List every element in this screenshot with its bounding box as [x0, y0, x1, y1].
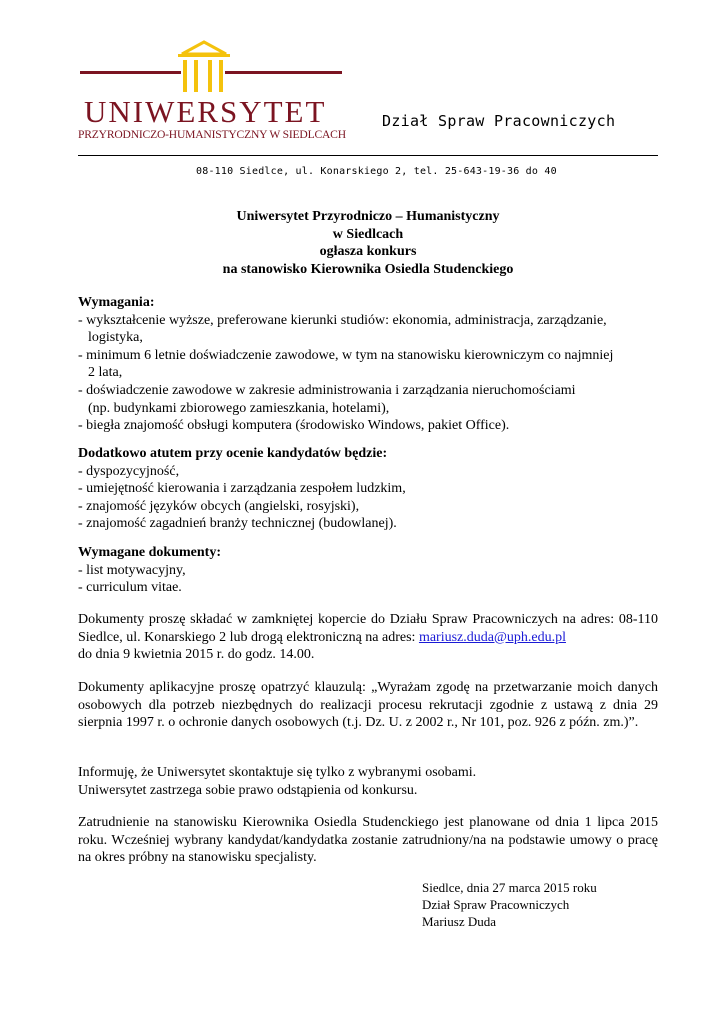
info-line: Informuję, że Uniwersytet skontaktuje się tylko z wybranymi osobami. — [78, 765, 477, 780]
title-line: Uniwersytet Przyrodniczo – Humanistyczny — [236, 209, 500, 224]
signature-block — [422, 879, 597, 931]
department-name: Dział Spraw Pracowniczych — [382, 112, 616, 130]
signature-name: Mariusz Duda — [422, 914, 497, 930]
advantages-heading: Dodatkowo atutem przy ocenie kandydatów będzie: — [78, 446, 388, 461]
list-item: - znajomość zagadnień branży technicznej (budowlanej). — [78, 516, 397, 532]
signature-department: Dział Spraw Pracowniczych — [422, 897, 570, 913]
list-item: - znajomość języków obcych (angielski, rosyjski), — [78, 498, 360, 514]
title-line: ogłasza konkurs — [319, 244, 417, 259]
announcement-title — [78, 208, 658, 278]
list-item: - biegła znajomość obsługi komputera (środowisko Windows, pakiet Office). — [78, 418, 510, 434]
title-line: w Siedlcach — [332, 226, 404, 242]
requirements-heading: Wymagania: — [78, 295, 155, 310]
documents-heading: Wymagane dokumenty: — [78, 545, 221, 560]
email-link[interactable]: mariusz.duda@uph.edu.pl — [418, 629, 566, 645]
logo-wordmark: UNIWERSYTET — [84, 94, 327, 129]
address-line: 08-110 Siedlce, ul. Konarskiego 2, tel. 25-643-19-36 do 40 — [196, 166, 557, 177]
signature-date: Siedlce, dnia 27 marca 2015 roku — [422, 880, 597, 895]
title-line: na stanowisko Kierownika Osiedla Studenckiego — [222, 261, 514, 277]
list-item: - wykształcenie wyższe, preferowane kierunki studiów: ekonomia, administracja, zarządzanie, — [78, 312, 607, 328]
list-item: (np. budynkami zbiorowego zamieszkania, hotelami), — [88, 400, 390, 416]
requirements-section — [78, 294, 658, 435]
list-item: - dyspozycyjność, — [78, 463, 180, 479]
clause-paragraph: Dokumenty aplikacyjne proszę opatrzyć klauzulą: „Wyrażam zgodę na przetwarzanie moich danych osobowych dla potrzeb niezbędnych do realizacji procesu rekrutacji zgodnie z ustawą z dnia 29 sierpnia 1997 r. o ochronie danych osobowych (t.j. Dz. U. z 2002 r., Nr 101, poz. 926 z późn. zm.)”. — [78, 680, 658, 731]
logo-subtitle: PRZYRODNICZO-HUMANISTYCZNY W SIEDLCACH — [78, 128, 346, 141]
info-line: Uniwersytet zastrzega sobie prawo odstąpienia od konkursu. — [78, 782, 418, 798]
documents-section — [78, 544, 658, 597]
list-item: - list motywacyjny, — [78, 562, 186, 578]
list-item: - curriculum vitae. — [78, 580, 182, 596]
submission-text: Dokumenty proszę składać w zamkniętej kopercie do Działu Spraw Pracowniczych na adres: 08-110 Siedlce, ul. Konarskiego 2 lub drogą elektroniczną na adres: — [78, 612, 658, 645]
university-logo — [78, 38, 348, 148]
submission-paragraph — [78, 611, 658, 664]
advantages-section — [78, 445, 658, 533]
info-paragraph — [78, 764, 658, 799]
submission-deadline: do dnia 9 kwietnia 2015 r. do godz. 14.00. — [78, 647, 315, 663]
list-item: - umiejętność kierowania i zarządzania zespołem ludzkim, — [78, 481, 406, 497]
list-item: - minimum 6 letnie doświadczenie zawodowe, w tym na stanowisku kierowniczym co najmniej — [78, 347, 614, 363]
list-item: 2 lata, — [88, 365, 123, 381]
header-divider — [78, 155, 658, 156]
employment-paragraph: Zatrudnienie na stanowisku Kierownika Osiedla Studenckiego jest planowane od dnia 1 lipca 2015 roku. Wcześniej wybrany kandydat/kandydatka zostanie zatrudniony/na na podstawie umowy o pracę na okres próbny na stanowisku specjalisty. — [78, 815, 658, 866]
list-item: logistyka, — [88, 330, 143, 346]
university-building-icon — [78, 38, 348, 98]
list-item: - doświadczenie zawodowe w zakresie administrowania i zarządzania nieruchomościami — [78, 382, 576, 398]
